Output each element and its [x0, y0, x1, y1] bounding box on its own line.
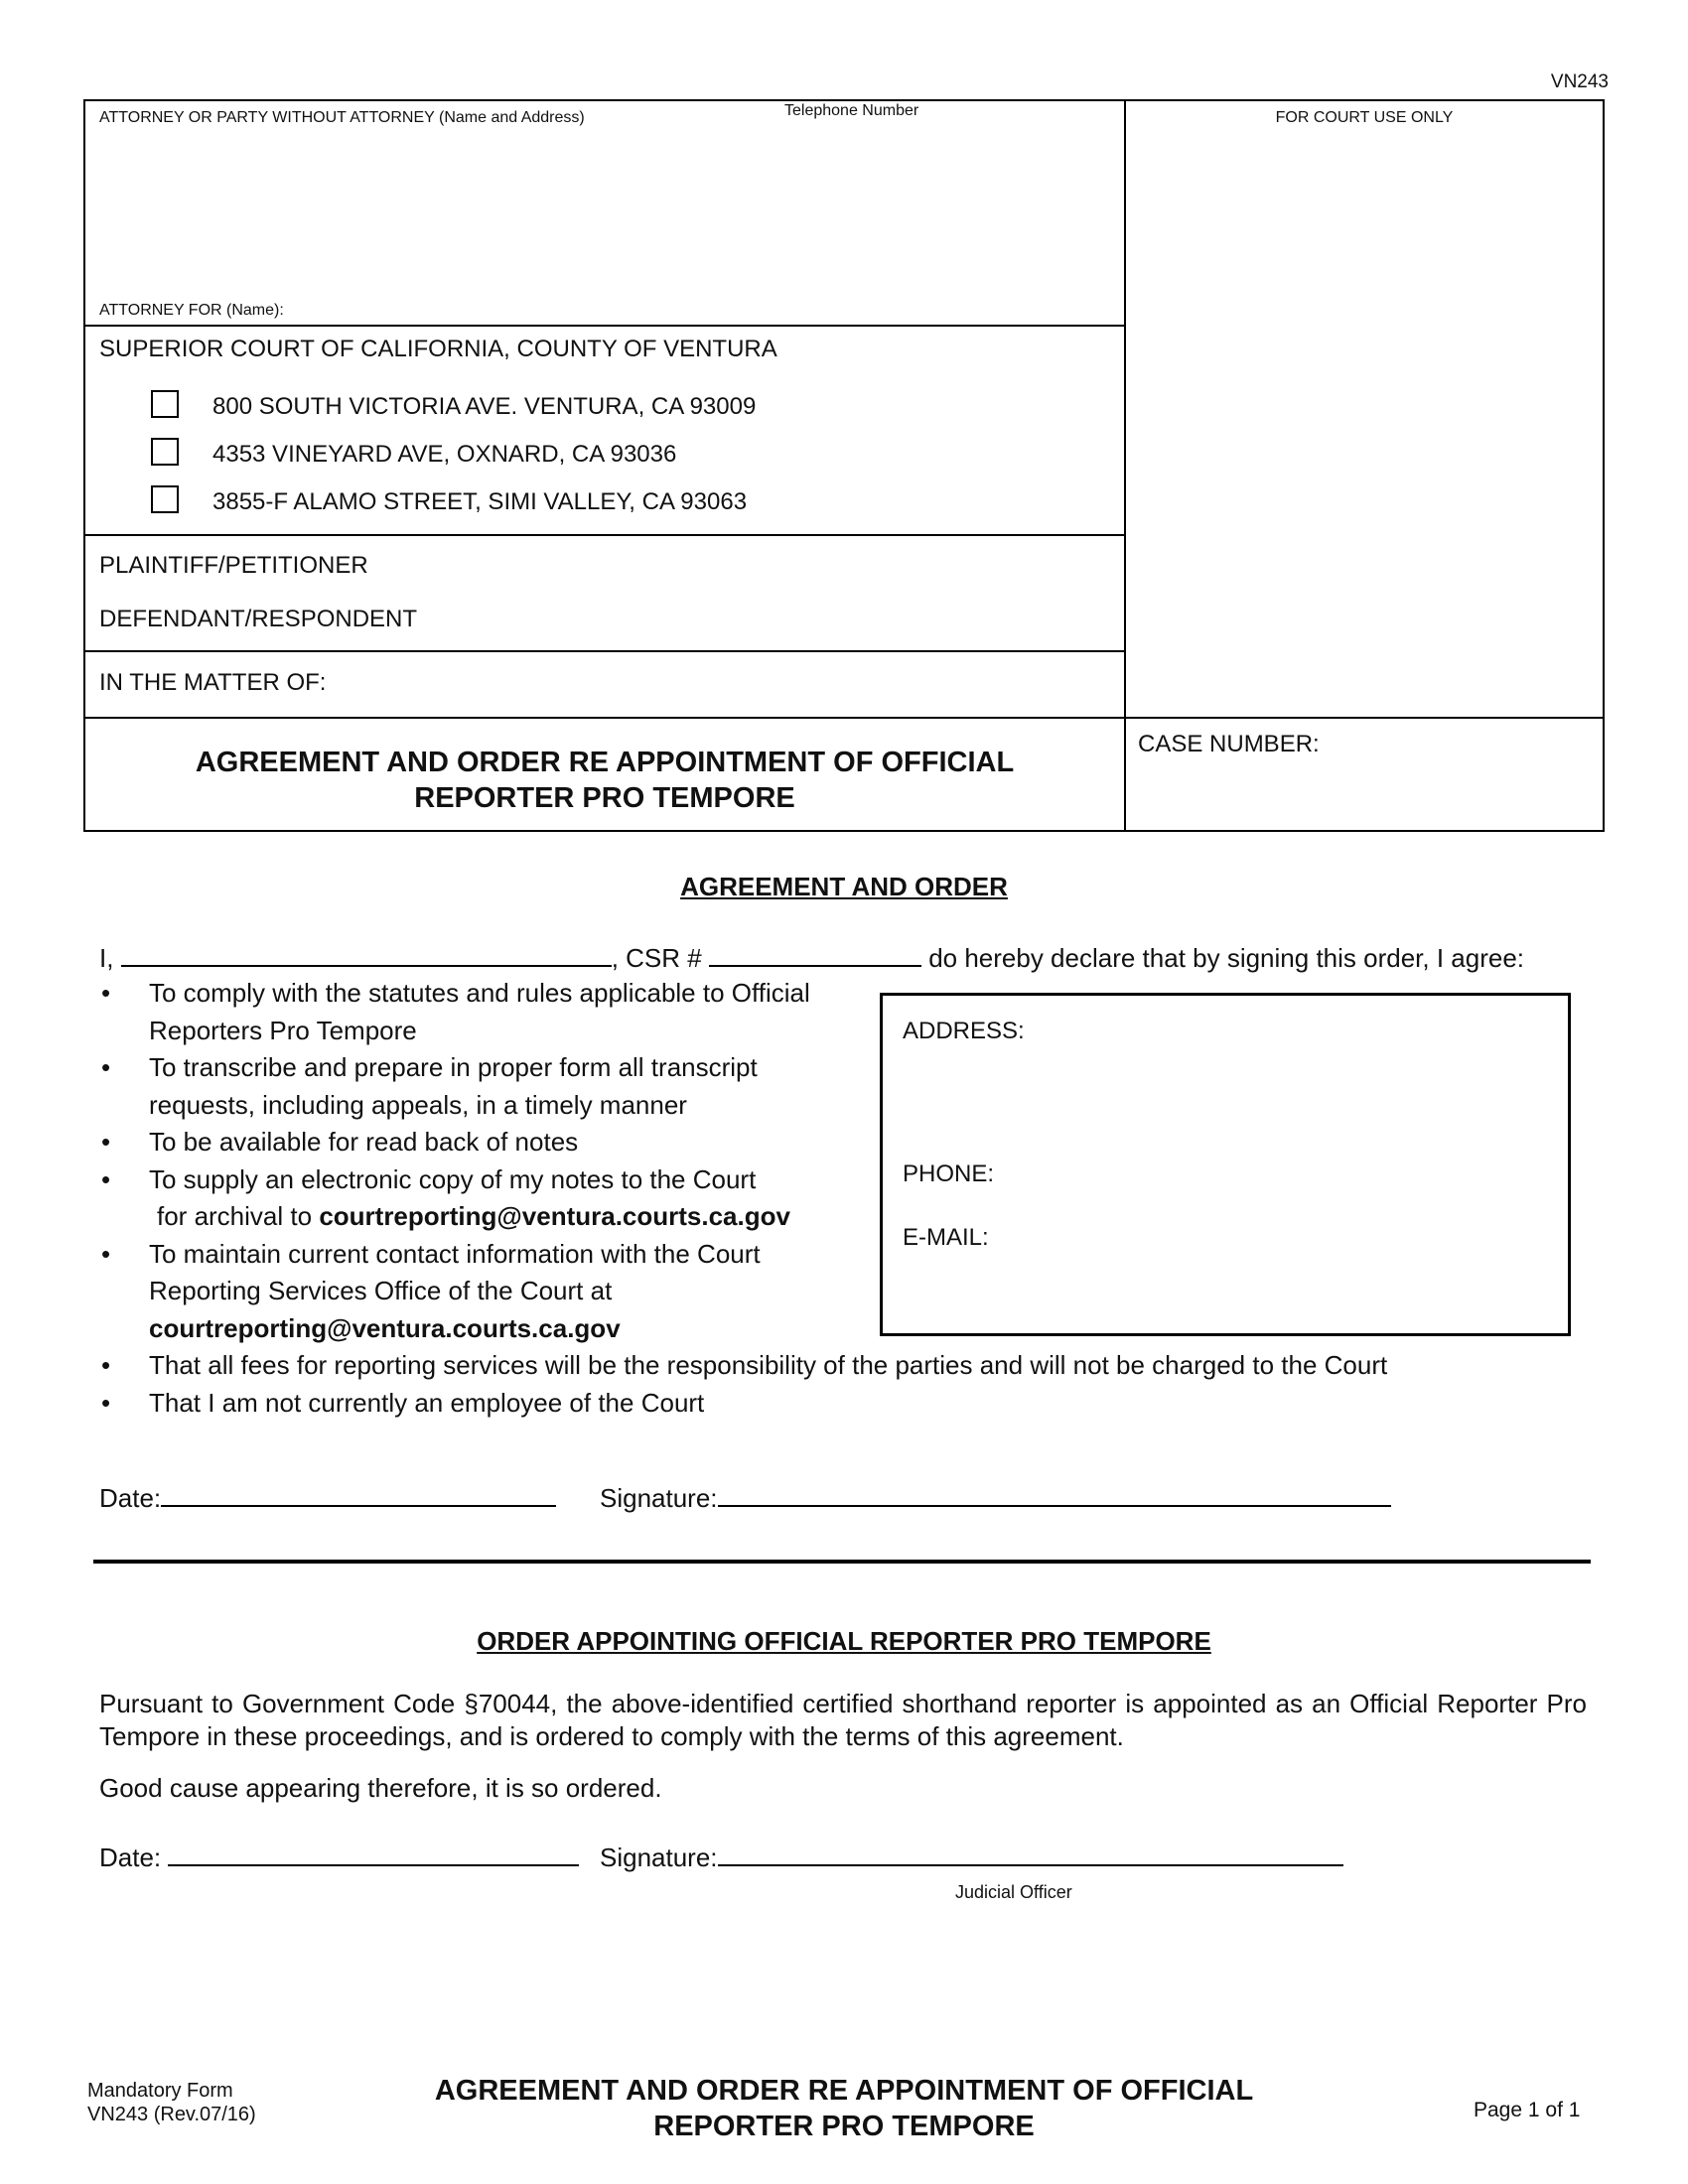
- good-cause-text: Good cause appearing therefore, it is so ordered.: [99, 1773, 662, 1803]
- caption-rule: [85, 717, 1603, 719]
- plaintiff-label: PLAINTIFF/PETITIONER: [99, 552, 368, 579]
- agreement-heading: AGREEMENT AND ORDER: [680, 872, 1008, 901]
- contact-email: courtreporting@ventura.courts.ca.gov: [149, 1312, 621, 1343]
- csr-number-field[interactable]: [709, 939, 921, 967]
- court-name: SUPERIOR COURT OF CALIFORNIA, COUNTY OF VENTURA: [99, 336, 777, 362]
- caption-rule: [85, 534, 1124, 536]
- caption-grid: [83, 99, 1605, 832]
- location-checkbox-oxnard[interactable]: [151, 438, 179, 466]
- list-item: • That I am not currently an employee of the Court: [97, 1385, 1527, 1423]
- order-paragraph: Pursuant to Government Code §70044, the above-identified certified shorthand reporter is appointed as an Official Reporter Pro Tempore in these proceedings, and is ordered to comply with the terms of this agreement.: [99, 1689, 1587, 1751]
- caption-divider: [1124, 101, 1126, 830]
- archival-email: courtreporting@ventura.courts.ca.gov: [319, 1201, 790, 1231]
- footer-form-info: Mandatory Form VN243 (Rev.07/16): [87, 2080, 256, 2125]
- court-use-label: FOR COURT USE ONLY: [1275, 109, 1454, 126]
- list-item: • To be available for read back of notes: [97, 1124, 1527, 1161]
- agreement-signature-line: Signature:: [600, 1479, 1391, 1514]
- reporter-signature-field[interactable]: [718, 1479, 1391, 1507]
- agreement-date-line: Date:: [99, 1479, 556, 1514]
- email-label: E-MAIL:: [903, 1224, 989, 1251]
- list-item: • To supply an electronic copy of my notes to the Court for archival to courtreporting@ventura.courts.ca.gov: [97, 1161, 1527, 1236]
- list-item: • To maintain current contact information with the Court Reporting Services Office of the Court at courtreporting@ventura.courts.ca.gov: [97, 1236, 1527, 1348]
- judicial-officer-caption: Judicial Officer: [955, 1882, 1072, 1902]
- address-label: ADDRESS:: [903, 1018, 1025, 1044]
- attorney-label: ATTORNEY OR PARTY WITHOUT ATTORNEY (Name and Address): [99, 109, 585, 126]
- footer-title: AGREEMENT AND ORDER RE APPOINTMENT OF OFFICIAL REPORTER PRO TEMPORE: [434, 2075, 1254, 2142]
- order-date-field[interactable]: [168, 1839, 579, 1866]
- caption-rule: [85, 650, 1124, 652]
- telephone-label: Telephone Number: [784, 102, 919, 119]
- section-divider: [93, 1560, 1591, 1564]
- page-number: Page 1 of 1: [1474, 2099, 1581, 2121]
- list-item: • To transcribe and prepare in proper form all transcript requests, including appeals, in a timely manner: [97, 1049, 1527, 1124]
- declaration-line: I, , CSR # do hereby declare that by signing this order, I agree:: [99, 939, 1524, 974]
- location-checkbox-simi-valley[interactable]: [151, 485, 179, 513]
- attorney-for-label: ATTORNEY FOR (Name):: [99, 302, 284, 319]
- caption-rule: [85, 325, 1124, 327]
- location-simi-valley: 3855-F ALAMO STREET, SIMI VALLEY, CA 93063: [212, 488, 748, 515]
- defendant-label: DEFENDANT/RESPONDENT: [99, 606, 418, 632]
- form-id: VN243: [1550, 71, 1609, 92]
- order-heading: ORDER APPOINTING OFFICIAL REPORTER PRO TEMPORE: [477, 1626, 1211, 1656]
- matter-label: IN THE MATTER OF:: [99, 669, 327, 696]
- order-date-line: Date:: [99, 1839, 579, 1873]
- agreement-date-field[interactable]: [161, 1479, 556, 1507]
- order-signature-line: Signature:: [600, 1839, 1343, 1873]
- list-item: • To comply with the statutes and rules applicable to Official Reporters Pro Tempore: [97, 975, 1527, 1049]
- form-title: AGREEMENT AND ORDER RE APPOINTMENT OF OFFICIAL REPORTER PRO TEMPORE: [195, 747, 1015, 814]
- location-oxnard: 4353 VINEYARD AVE, OXNARD, CA 93036: [212, 441, 677, 468]
- case-number-label: CASE NUMBER:: [1138, 731, 1320, 757]
- contact-info-box: [880, 993, 1571, 1336]
- location-checkbox-ventura[interactable]: [151, 390, 179, 418]
- reporter-name-field[interactable]: [121, 939, 612, 967]
- list-item: • That all fees for reporting services will be the responsibility of the parties and will not be charged to the Court: [97, 1347, 1527, 1385]
- phone-label: PHONE:: [903, 1160, 995, 1187]
- judicial-signature-field[interactable]: [718, 1839, 1343, 1866]
- location-ventura: 800 SOUTH VICTORIA AVE. VENTURA, CA 93009: [212, 393, 757, 420]
